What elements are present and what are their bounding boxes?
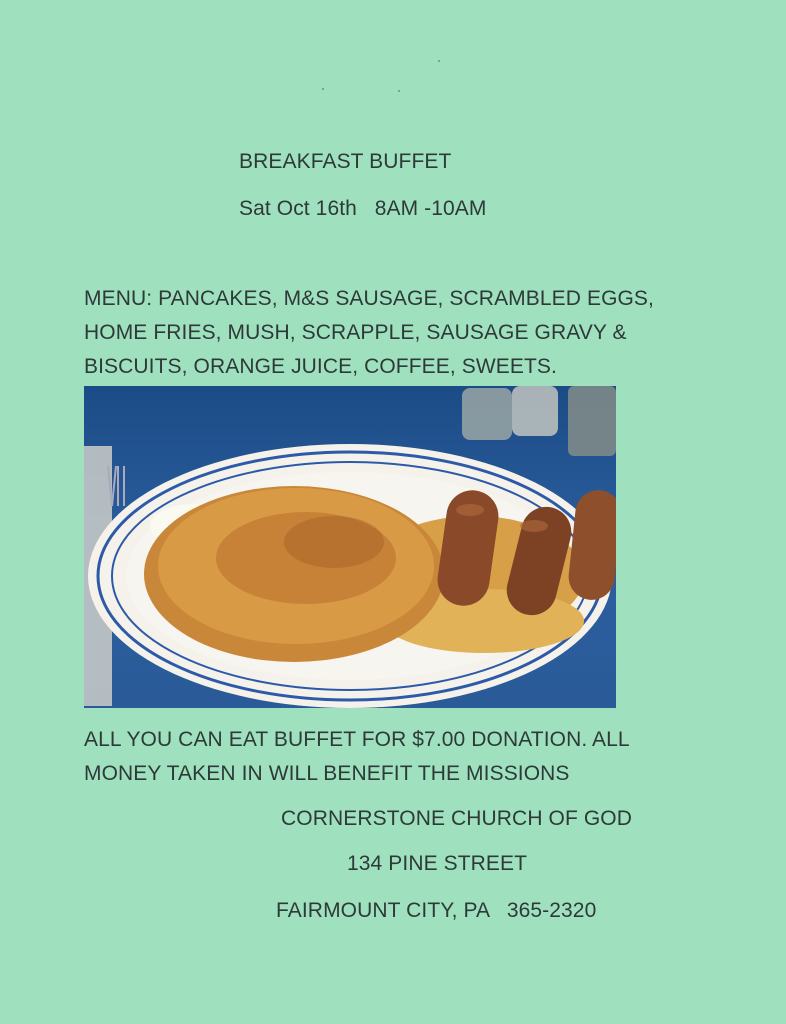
church-street: 134 PINE STREET xyxy=(347,852,528,875)
menu-line: BISCUITS, ORANGE JUICE, COFFEE, SWEETS. xyxy=(84,355,557,378)
donation-line: ALL YOU CAN EAT BUFFET FOR $7.00 DONATION. ALL xyxy=(84,728,630,751)
event-title: BREAKFAST BUFFET xyxy=(239,150,452,173)
pancakes-and-sausage-photo xyxy=(84,386,616,708)
paper-speck xyxy=(322,88,324,90)
event-date-time: Sat Oct 16th 8AM -10AM xyxy=(239,197,487,220)
church-name: CORNERSTONE CHURCH OF GOD xyxy=(281,807,632,830)
donation-line: MONEY TAKEN IN WILL BENEFIT THE MISSIONS xyxy=(84,762,570,785)
church-city-phone: FAIRMOUNT CITY, PA 365-2320 xyxy=(276,899,597,922)
menu-line: HOME FRIES, MUSH, SCRAPPLE, SAUSAGE GRAVY & xyxy=(84,321,627,344)
pancakes-and-sausage-illustration xyxy=(84,386,616,708)
menu-line: MENU: PANCAKES, M&S SAUSAGE, SCRAMBLED EGGS, xyxy=(84,287,654,310)
paper-speck xyxy=(398,90,400,92)
paper-speck xyxy=(438,60,440,62)
